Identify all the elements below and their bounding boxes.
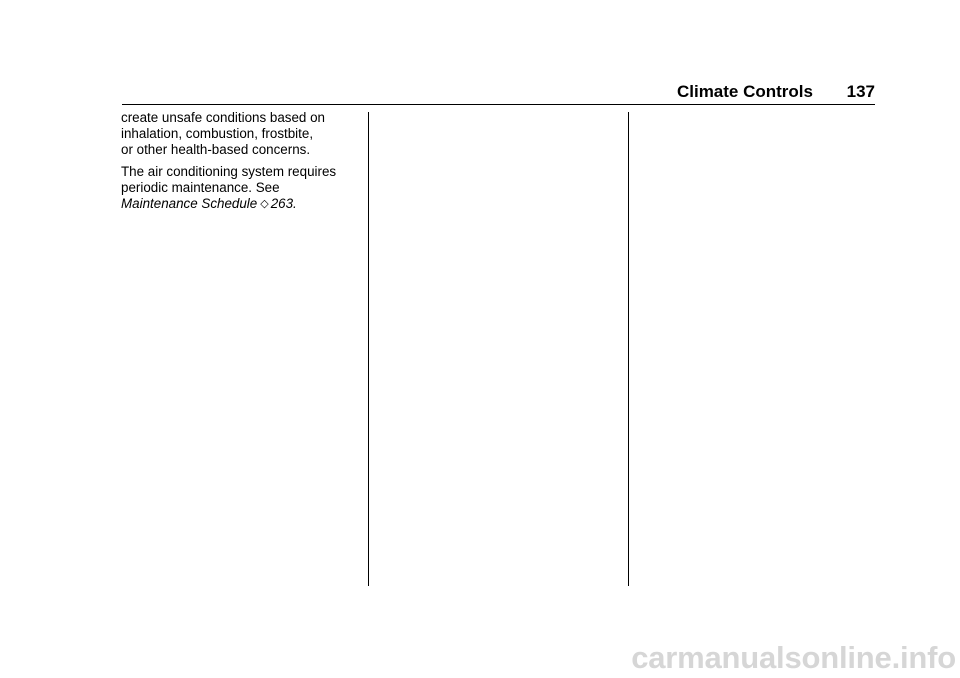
column-divider-right	[628, 112, 629, 586]
page-number: 137	[846, 82, 875, 101]
section-title: Climate Controls	[676, 82, 813, 101]
text-line: inhalation, combustion, frostbite,	[121, 126, 314, 141]
text-line: create unsafe conditions based on	[121, 110, 325, 125]
header-divider	[122, 104, 875, 105]
cross-reference[interactable]	[121, 196, 361, 212]
paragraph-hazard-continued	[121, 110, 361, 158]
watermark-text: carmanualsonline.info	[631, 640, 956, 675]
reference-page-number[interactable]: 263.	[270, 196, 297, 211]
text-column-left	[121, 110, 361, 218]
page-reference-icon: ◇	[260, 198, 269, 210]
column-divider-left	[368, 112, 369, 586]
text-line: periodic maintenance. See	[121, 180, 280, 195]
page-header	[122, 80, 875, 104]
text-line: The air conditioning system requires	[121, 164, 337, 179]
text-line: or other health-based concerns.	[121, 142, 311, 157]
paragraph-maintenance	[121, 164, 361, 212]
reference-link-text[interactable]: Maintenance Schedule	[121, 196, 258, 211]
